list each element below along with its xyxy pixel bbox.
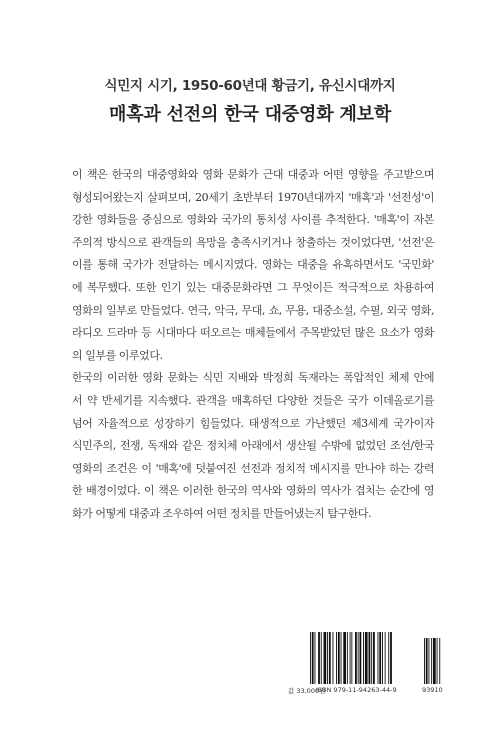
barcode-addon-bar (433, 638, 436, 684)
barcode-bar (333, 632, 334, 684)
barcode-bar (378, 632, 379, 684)
barcode-addon-bar (437, 638, 438, 684)
barcode-bar (390, 632, 392, 684)
barcode-bar (341, 632, 342, 684)
back-cover-description (72, 164, 434, 526)
barcode-bar (336, 632, 337, 684)
barcode-bar (358, 632, 359, 684)
barcode-bar (379, 632, 381, 684)
barcode-bar (382, 632, 383, 684)
text-line: 영화의 일부로 만들었다. 연극, 악극, 무대, 쇼, 무용, 대중소설, 수필, 외국 영화, (72, 303, 434, 317)
barcode-addon-bar (439, 638, 440, 684)
text-line: 의 일부를 이루었다. (72, 348, 163, 362)
barcode-bar (324, 632, 327, 684)
text-line: 서 약 반세기를 지속했다. 관객을 매혹하던 다양한 것들은 국가 이데올로기를 (72, 393, 434, 407)
barcode-bar (312, 632, 314, 684)
text-line: 한 배경이었다. 이 책은 이러한 한국의 역사와 영화의 역사가 겹치는 순간에 영 (72, 484, 434, 498)
barcode-bar (360, 632, 362, 684)
barcode-bar (318, 632, 320, 684)
text-line: 이를 통해 국가가 전달하는 메시지였다. 영화는 대중을 유혹하면서도 '국민화' (72, 258, 434, 272)
barcode-bar (373, 632, 375, 684)
barcode-addon-bar (426, 638, 428, 684)
barcode-bar (355, 632, 357, 684)
paragraph-2 (72, 367, 434, 525)
barcode-bar (385, 632, 386, 684)
paragraph-1 (72, 164, 434, 367)
barcode-bar (310, 632, 311, 684)
barcode-bar (371, 632, 372, 684)
barcode-bar (327, 632, 328, 684)
text-line: 넘어 자율적으로 성장하기 힘들었다. 태생적으로 가난했던 제3세계 국가이자 (72, 416, 434, 430)
text-line: 영화의 조건은 이 '매혹'에 덧붙여진 선전과 정치적 메시지를 만나야 하는 강력 (72, 461, 434, 475)
book-title: 매혹과 선전의 한국 대중영화 계보학 (108, 104, 392, 125)
barcode-bar (338, 632, 340, 684)
barcode-addon-bar (431, 638, 432, 684)
price-label: 값 33,000원 (288, 687, 326, 695)
barcode-bars (308, 632, 442, 686)
text-line: 이 책은 한국의 대중영화와 영화 문화가 근대 대중과 어떤 영향을 주고받으며 (72, 168, 434, 181)
barcode-bar (343, 632, 346, 684)
text-line: 라디오 드라마 등 시대마다 떠오르는 매체들에서 주목받았던 많은 요소가 영화 (72, 326, 434, 340)
barcode-bar (329, 632, 331, 684)
barcode-addon-bar (424, 638, 425, 684)
barcode-bar (315, 632, 316, 684)
barcode-bar (365, 632, 368, 684)
barcode-bar (388, 632, 389, 684)
text-line: 한국의 이러한 영화 문화는 식민 지배와 박정희 독재라는 폭압적인 체제 안에 (72, 371, 434, 385)
text-line: 형성되어왔는지 살펴보며, 20세기 초반부터 1970년대까지 '매혹'과 '선전성'이 (72, 190, 434, 204)
barcode-bar (369, 632, 371, 684)
barcode-bar (363, 632, 364, 684)
barcode-bar (351, 632, 352, 684)
text-line: 식민주의, 전쟁, 독재와 같은 정치체 아래에서 생산될 수밖에 없었던 조선/한국 (72, 439, 434, 453)
barcode-bar (321, 632, 322, 684)
barcode-addon-bar (429, 638, 430, 684)
text-line: 강한 영화들을 중심으로 영화와 국가의 통치성 사이를 추적한다. '매혹'이 자본 (72, 213, 434, 227)
text-line: 화가 어떻게 대중과 조우하여 어떤 정치를 만들어냈는지 탐구한다. (72, 506, 372, 520)
isbn-number: ISBN 979-11-94263-44-9 (316, 686, 397, 694)
barcode-bar (347, 632, 348, 684)
book-subtitle: 식민지 시기, 1950-60년대 황금기, 유신시대까지 (104, 78, 396, 94)
isbn-addon-code: 93910 (422, 686, 443, 694)
text-line: 주의적 방식으로 관객들의 욕망을 충족시키거나 창출하는 것이었다면, '선전'은 (72, 235, 434, 249)
text-line: 에 복무했다. 또한 인기 있는 대중문화라면 그 무엇이든 적극적으로 차용하여 (72, 280, 434, 294)
barcode-bar (350, 632, 351, 684)
